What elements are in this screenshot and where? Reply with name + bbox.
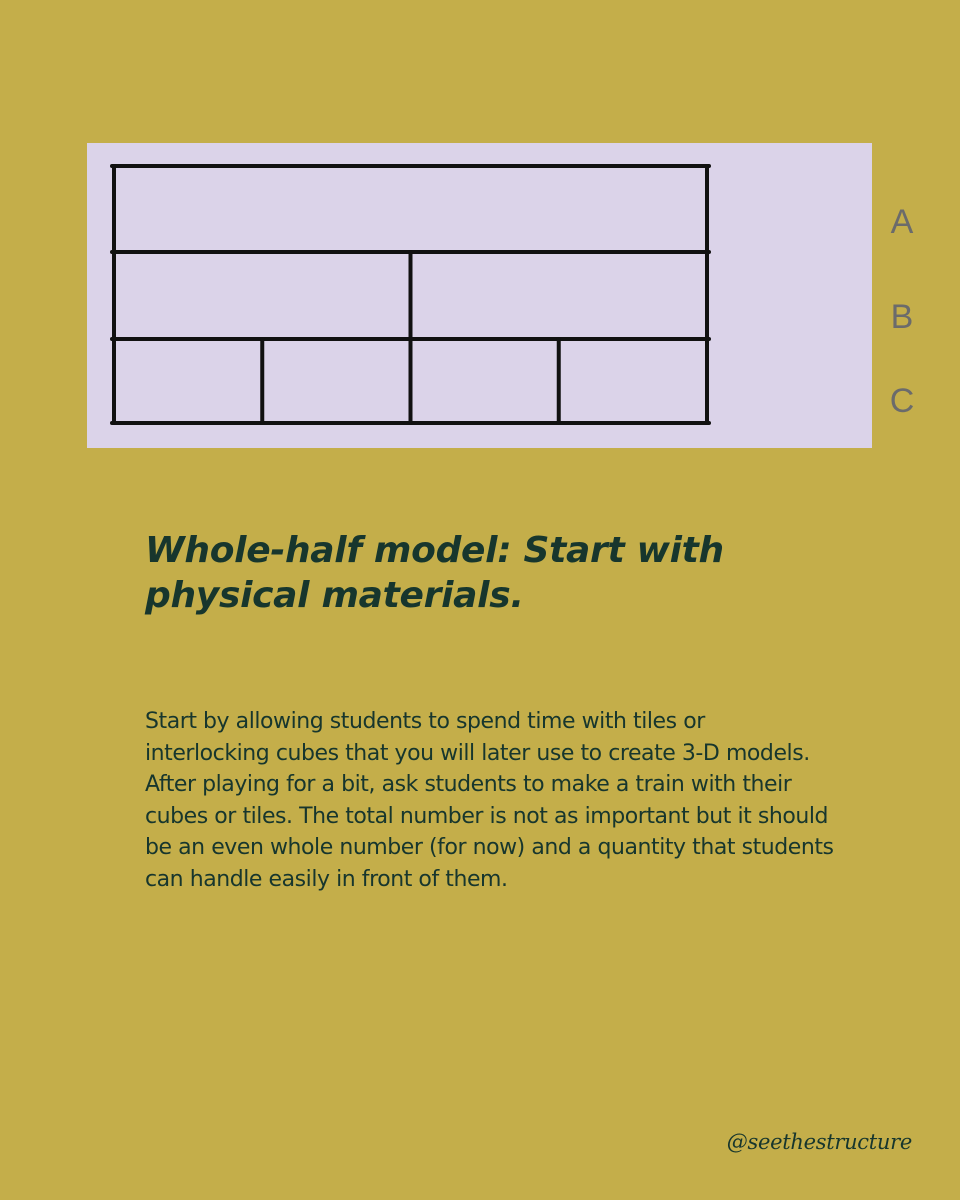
row-label-c: C <box>889 382 915 420</box>
slide-heading: Whole-half model: Start with physical materials. <box>145 530 724 616</box>
social-handle: @seethestructure <box>726 1130 912 1154</box>
body-paragraph-1: Start by allowing students to spend time with tiles or interlocking cubes that you will later use to create 3-D models. <box>145 709 810 766</box>
fraction-bars <box>87 143 872 448</box>
body-text <box>145 706 835 895</box>
row-label-b: B <box>890 298 914 336</box>
diagram-panel <box>87 143 872 448</box>
body-paragraph-2: After playing for a bit, ask students to make a train with their cubes or tiles. The total number is not as important but it should be an even whole number (for now) and a quantity that students can handle easily in front of them. <box>145 772 834 892</box>
fraction-bar-diagram <box>87 143 915 448</box>
row-label-a: A <box>890 203 914 241</box>
